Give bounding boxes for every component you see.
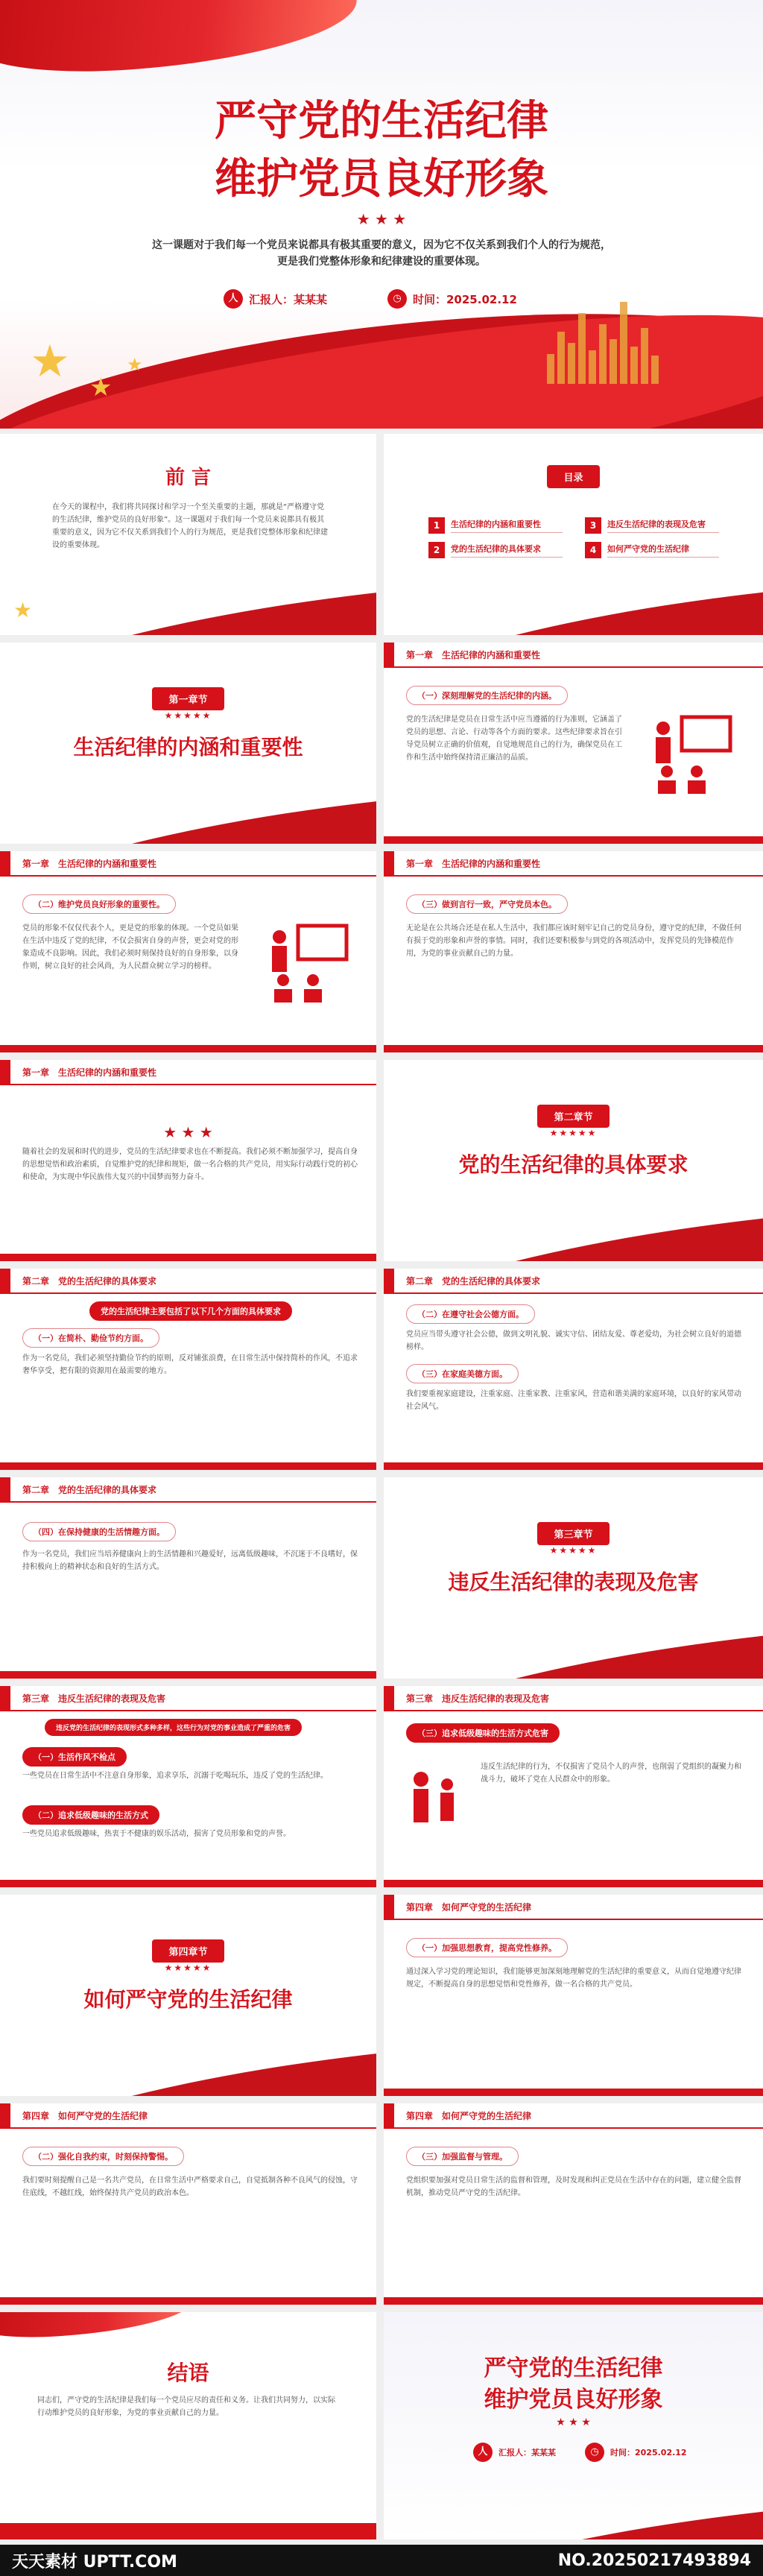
chapter-badge: 第一章节 <box>152 687 224 710</box>
section-tag: （二）维护党员良好形象的重要性。 <box>22 894 176 914</box>
chapter1-slide: 第一章节 ★★★★★ 生活纪律的内涵和重要性 <box>0 643 376 844</box>
section-tag: （一）生活作风不检点 <box>22 1747 127 1767</box>
slide-4c: 第四章 如何严守党的生活纪律 （三）加强监督与管理。 党组织要加强对党员日常生活的监督和管理，及时发现和纠正党员在生活中存在的问题，建立健全监督机制，推动党员严守党的生活纪律。 <box>384 2103 763 2305</box>
conclusion-text: 同志们，严守党的生活纪律是我们每一个党员应尽的责任和义务。让我们共同努力，以实际行动维护党员的良好形象，为党的事业贡献自己的力量。 <box>37 2396 335 2417</box>
section-tag: （一）加强思想教育，提高党性修养。 <box>406 1938 568 1957</box>
section-text: 作为一名党员，我们必须坚持勤俭节约的原则，反对铺张浪费，在日常生活中保持简朴的作风，不追求奢华享受，把有限的资源用在最需要的地方。 <box>22 1354 358 1375</box>
gold-star-icon: ★ <box>127 354 143 375</box>
reporter: 人 汇报人：某某某 <box>224 289 327 309</box>
section-text: 我们要时刻提醒自己是一名共产党员，在日常生活中严格要求自己，自觉抵制各种不良风气的侵蚀，守住底线，不越红线，始终保持共产党员的政治本色。 <box>22 2176 358 2197</box>
section-tag: （三）加强监督与管理。 <box>406 2147 519 2166</box>
chapter2-slide: 第二章节 ★★★★★ 党的生活纪律的具体要求 <box>384 1060 763 1261</box>
toc-slide <box>384 434 763 635</box>
city-skyline <box>547 302 659 384</box>
user-icon: 人 <box>224 289 243 309</box>
section-text: 党员应当带头遵守社会公德，做到文明礼貌、诚实守信、团结友爱、尊老爱幼，为社会树立良好的道德榜样。 <box>406 1330 741 1351</box>
slide-2b: 第二章 党的生活纪律的具体要求 （二）在遵守社会公德方面。 党员应当带头遵守社会公德，做到文明礼貌、诚实守信、团结友爱、尊老爱幼，为社会树立良好的道德榜样。 （三）在家庭美德方面。 我们要重视家庭建设，注重家庭、注重家教、注重家风，营造和谐美满的家庭环境，以良好的家风带动社会风气。 <box>384 1269 763 1470</box>
chapter-badge: 第四章节 <box>152 1939 224 1963</box>
section-text: 随着社会的发展和时代的进步，党员的生活纪律要求也在不断提高。我们必须不断加强学习，提高自身的思想觉悟和政治素质，自觉维护党的纪律和规矩，做一名合格的共产党员，用实际行动践行党的初心和使命，为实现中华民族伟大复兴的中国梦而努力奋斗。 <box>22 1148 358 1181</box>
slide-3b: 第三章 违反生活纪律的表现及危害 （三）追求低级趣味的生活方式危害 违反生活纪律的行为，不仅损害了党员个人的声誉，也削弱了党组织的凝聚力和战斗力，破坏了党在人民群众中的形象。 <box>384 1686 763 1887</box>
slide-2c: 第二章 党的生活纪律的具体要求 （四）在保持健康的生活情趣方面。 作为一名党员，我们应当培养健康向上的生活情趣和兴趣爱好，远离低级趣味，不沉迷于不良嗜好，保持积极向上的精神状态和良好的生活方式。 <box>0 1477 376 1679</box>
section-tag: （三）在家庭美德方面。 <box>406 1364 519 1383</box>
user-icon: 人 <box>473 2443 493 2462</box>
preface-title: 前 言 <box>165 467 212 489</box>
reporter: 人 汇报人：某某某 <box>473 2443 556 2462</box>
end-title-line2: 维护党员良好形象 <box>484 2387 663 2413</box>
slide-1c: 第一章 生活纪律的内涵和重要性 （三）做到言行一致，严守党员本色。 无论是在公共场合还是在私人生活中，我们都应该时刻牢记自己的党员身份，遵守党的纪律，不做任何有损于党的形象和声誉的事情。同时，我们还要积极参与到党的各项活动中，发挥党员的先锋模范作用，为党的事业贡献自己的力量。 <box>384 851 763 1052</box>
preface-slide <box>0 434 376 635</box>
slide-2a: 第二章 党的生活纪律的具体要求 党的生活纪律主要包括了以下几个方面的具体要求 （一）在简朴、勤俭节约方面。 作为一名党员，我们必须坚持勤俭节约的原则，反对铺张浪费，在日常生活中保持简朴的作风，不追求奢华享受，把有限的资源用在最需要的地方。 <box>0 1269 376 1470</box>
section-tag: （一）在简朴、勤俭节约方面。 <box>22 1328 159 1348</box>
slide-4b: 第四章 如何严守党的生活纪律 （二）强化自我约束，时刻保持警惕。 我们要时刻提醒自己是一名共产党员，在日常生活中严格要求自己，自觉抵制各种不良风气的侵蚀，守住底线，不越红线，始终保持共产党员的政治本色。 <box>0 2103 376 2305</box>
report-time: ◷ 时间：2025.02.12 <box>387 289 517 309</box>
chapter-title: 党的生活纪律的具体要求 <box>458 1152 688 1177</box>
gold-star-icon: ★ <box>30 335 70 388</box>
people-icon <box>406 1768 466 1835</box>
toc-item-4[interactable]: 4 如何严守党的生活纪律 <box>585 542 719 558</box>
chapter3-slide: 第三章节 ★★★★★ 违反生活纪律的表现及危害 <box>384 1477 763 1679</box>
toc-item-1[interactable]: 1 生活纪律的内涵和重要性 <box>428 517 563 534</box>
section-tag: （二）强化自我约束，时刻保持警惕。 <box>22 2147 184 2166</box>
section-tag: （三）追求低级趣味的生活方式危害 <box>406 1723 560 1743</box>
cover-title-line2: 维护党员良好形象 <box>215 155 548 203</box>
clock-icon: ◷ <box>585 2443 604 2462</box>
section-tag: （一）深刻理解党的生活纪律的内涵。 <box>406 686 568 705</box>
chapter-title: 如何严守党的生活纪律 <box>83 1987 293 2012</box>
slide-1b: 第一章 生活纪律的内涵和重要性 （二）维护党员良好形象的重要性。 党员的形象不仅仅代表个人，更是党的形象的体现。一个党员如果在生活中违反了党的纪律，不仅会损害自身的声誉，更会对党的形象造成不良影响。因此，我们必须时刻保持良好的自身形象，以身作则，树立良好的社会风尚，为人民群众树立学习的榜样。 <box>0 851 376 1052</box>
cover-title-line1: 严守党的生活纪律 <box>215 97 548 145</box>
gold-star-icon: ★ <box>13 598 33 622</box>
cover-slide <box>0 0 763 429</box>
section-tag: （三）做到言行一致，严守党员本色。 <box>406 894 568 914</box>
end-title-line1: 严守党的生活纪律 <box>484 2355 663 2381</box>
section-banner: 违反党的生活纪律的表现形式多种多样，这些行为对党的事业造成了严重的危害 <box>45 1719 302 1736</box>
section-tag: （二）追求低级趣味的生活方式 <box>22 1805 159 1825</box>
slide-4a: 第四章 如何严守党的生活纪律 （一）加强思想教育，提高党性修养。 通过深入学习党的理论知识，我们能够更加深刻地理解党的生活纪律的重要意义，从而自觉地遵守纪律规定，不断提高自身的思想觉悟和党性修养，做一名合格的共产党员。 <box>384 1895 763 2096</box>
toc-item-3[interactable]: 3 违反生活纪律的表现及危害 <box>585 517 719 534</box>
section-text: 一些党员追求低级趣味，热衷于不健康的娱乐活动，损害了党员形象和党的声誉。 <box>22 1830 291 1838</box>
chapter-badge: 第二章节 <box>537 1105 609 1128</box>
section-text: 无论是在公共场合还是在私人生活中，我们都应该时刻牢记自己的党员身份，遵守党的纪律，不做任何有损于党的形象和声誉的事情。同时，我们还要积极参与到党的各项活动中，发挥党员的先锋模范作用，为党的事业贡献自己的力量。 <box>406 924 741 958</box>
slide-1d: 第一章 生活纪律的内涵和重要性 ★ ★ ★ 随着社会的发展和时代的进步，党员的生活纪律要求也在不断提高。我们必须不断加强学习，提高自身的思想觉悟和政治素质，自觉维护党的纪律和规矩，做一名合格的共产党员，用实际行动践行党的初心和使命，为实现中华民族伟大复兴的中国梦而努力奋斗。 <box>0 1060 376 1261</box>
preface-text: 在今天的课程中，我们将共同探讨和学习一个至关重要的主题，那就是“严格遵守党的生活纪律，维护党员的良好形象”。这一课题对于我们每一个党员来说都具有极其重要的意义，因为它不仅关系到我们个人的行为规范，更是我们党整体形象和纪律建设的重要体现。 <box>52 503 328 549</box>
section-text: 党员的形象不仅仅代表个人，更是党的形象的体现。一个党员如果在生活中违反了党的纪律，不仅会损害自身的声誉，更会对党的形象造成不良影响。因此，我们必须时刻保持良好的自身形象，以身作则，树立良好的社会风尚，为人民群众树立学习的榜样。 <box>22 924 238 970</box>
chapter-badge: 第三章节 <box>537 1522 609 1545</box>
red-flag-ribbon <box>0 0 361 80</box>
conclusion-slide <box>0 2312 376 2539</box>
clock-icon: ◷ <box>387 289 407 309</box>
chapter-title: 生活纪律的内涵和重要性 <box>73 735 303 760</box>
conclusion-title: 结语 <box>167 2361 209 2385</box>
toc-item-2[interactable]: 2 党的生活纪律的具体要求 <box>428 542 563 558</box>
watermark-footer <box>0 2545 763 2576</box>
chapter4-slide: 第四章节 ★★★★★ 如何严守党的生活纪律 <box>0 1895 376 2096</box>
chapter-title: 违反生活纪律的表现及危害 <box>448 1570 699 1594</box>
slide-3a: 第三章 违反生活纪律的表现及危害 违反党的生活纪律的表现形式多种多样，这些行为对党的事业造成了严重的危害 （一）生活作风不检点 一些党员在日常生活中不注意自身形象，追求享乐，沉溺于吃喝玩乐，违反了党的生活纪律。 （二）追求低级趣味的生活方式 一些党员追求低级趣味，热衷于不健康的娱乐活动，损害了党员形象和党的声誉。 <box>0 1686 376 1887</box>
teacher-board-icon <box>645 713 734 795</box>
star-divider: ★ ★ ★ <box>356 210 407 228</box>
section-text: 作为一名党员，我们应当培养健康向上的生活情趣和兴趣爱好，远离低级趣味，不沉迷于不良嗜好，保持积极向上的精神状态和良好的生活方式。 <box>22 1550 358 1571</box>
section-text: 党组织要加强对党员日常生活的监督和管理，及时发现和纠正党员在生活中存在的问题，建立健全监督机制，推动党员严守党的生活纪律。 <box>406 2176 741 2197</box>
section-text: 党的生活纪律是党员在日常生活中应当遵循的行为准则，它涵盖了党员的思想、言论、行动等各个方面的要求。这些纪律要求旨在引导党员树立正确的价值观，自觉地规范自己的行为，确保党员在工作和生活中始终保持清正廉洁的品质。 <box>406 716 622 762</box>
slide-1a: 第一章 生活纪律的内涵和重要性 （一）深刻理解党的生活纪律的内涵。 党的生活纪律是党员在日常生活中应当遵循的行为准则，它涵盖了党员的思想、言论、行动等各个方面的要求。这些纪律要求旨在引导党员树立正确的价值观，自觉地规范自己的行为，确保党员在工作和生活中始终保持清正廉洁的品质。 <box>384 643 763 844</box>
teacher-board-icon <box>261 922 350 1004</box>
section-text: 违反生活纪律的行为，不仅损害了党员个人的声誉，也削弱了党组织的凝聚力和战斗力，破坏了党在人民群众中的形象。 <box>481 1763 741 1784</box>
footer-number: NO.20250217493894 <box>557 2551 751 2570</box>
end-slide: 严守党的生活纪律 维护党员良好形象 ★ ★ ★ 人 汇报人：某某某 ◷ 时间：2025.02.12 <box>384 2312 763 2539</box>
section-banner: 党的生活纪律主要包括了以下几个方面的具体要求 <box>89 1301 292 1321</box>
section-text: 一些党员在日常生活中不注意自身形象，追求享乐，沉溺于吃喝玩乐，违反了党的生活纪律。 <box>22 1772 328 1780</box>
gold-star-icon: ★ <box>89 373 113 402</box>
section-text: 我们要重视家庭建设，注重家庭、注重家教、注重家风，营造和谐美满的家庭环境，以良好的家风带动社会风气。 <box>406 1390 741 1411</box>
section-tag: （四）在保持健康的生活情趣方面。 <box>22 1522 176 1541</box>
cover-subtitle: 这一课题对于我们每一个党员来说都具有极其重要的意义，因为它不仅关系到我们个人的行为规范，更是我们党整体形象和纪律建设的重要体现。 <box>152 239 611 268</box>
toc-title: 目录 <box>547 465 599 488</box>
section-tag: （二）在遵守社会公德方面。 <box>406 1304 535 1324</box>
footer-brand: 天天素材 UPTT.COM <box>12 2552 177 2572</box>
section-text: 通过深入学习党的理论知识，我们能够更加深刻地理解党的生活纪律的重要意义，从而自觉地遵守纪律规定，不断提高自身的思想觉悟和党性修养，做一名合格的共产党员。 <box>406 1968 741 1989</box>
report-time: ◷ 时间：2025.02.12 <box>585 2443 687 2462</box>
